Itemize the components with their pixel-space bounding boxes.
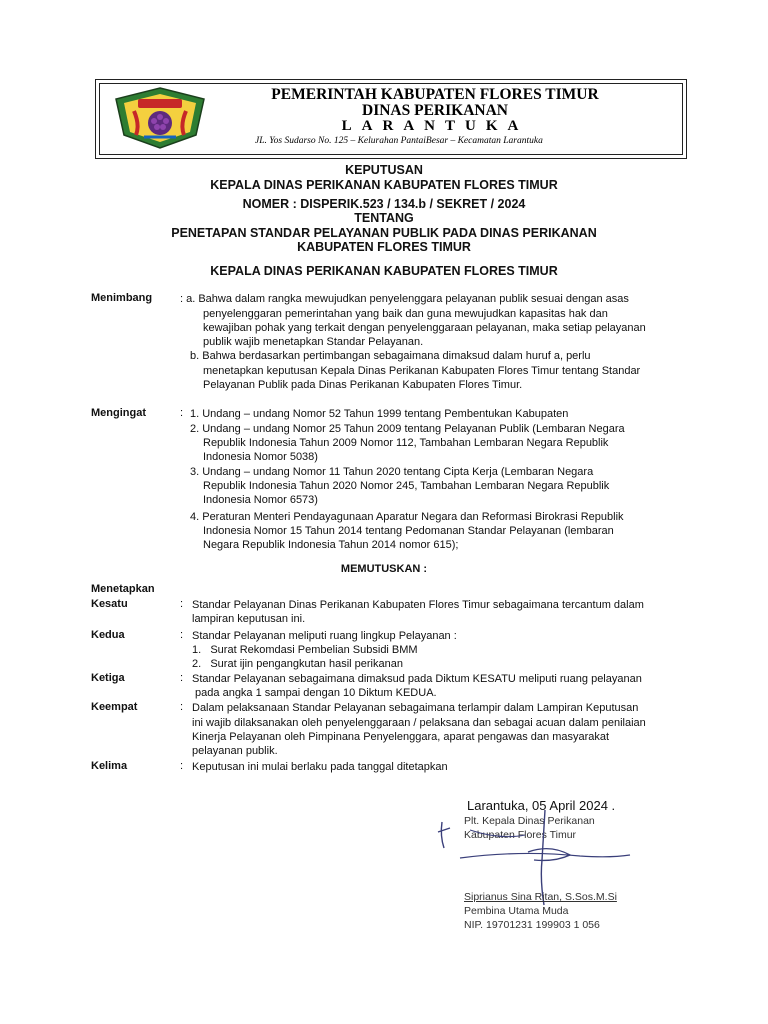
menimbang-b-line: b. Bahwa berdasarkan pertimbangan sebagaimana dimaksud dalam huruf a, perlu	[190, 350, 591, 362]
mengingat-item: 1. Undang – undang Nomor 52 Tahun 1999 tentang Pembentukan Kabupaten	[190, 408, 569, 420]
decision-title: KEPUTUSAN	[345, 163, 423, 177]
mengingat-label: Mengingat	[91, 407, 146, 419]
menimbang-a-line: publik wajib menetapkan Standar Pelayanan.	[203, 336, 424, 348]
ketiga-text: pada angka 1 sampai dengan 10 Diktum KEDUA.	[192, 687, 437, 699]
letterhead-city: LARANTUKA	[341, 118, 529, 134]
keempat-text: pelayanan publik.	[192, 745, 278, 757]
keempat-colon: :	[180, 701, 184, 713]
mengingat-item: Republik Indonesia Tahun 2009 Nomor 112, Tambahan Lembaran Negara Republik	[203, 437, 609, 449]
kelima-text: Keputusan ini mulai berlaku pada tanggal ditetapkan	[192, 761, 448, 773]
mengingat-item: Republik Indonesia Tahun 2020 Nomor 245, Tambahan Lembaran Negara Republik	[203, 480, 610, 492]
menimbang-a-line: : a. Bahwa dalam rangka mewujudkan penyelenggara pelayanan publik sesuai dengan asas	[180, 293, 629, 305]
keempat-text: Kinerja Pelayanan oleh Pimpinana Penyelenggara, aparat pengawas dan masyarakat	[192, 731, 610, 743]
kedua-colon: :	[180, 629, 184, 641]
signatory-name: Siprianus Sina Ritan, S.Sos.M.Si	[464, 891, 617, 903]
kesatu-colon: :	[180, 598, 184, 610]
regency-emblem-icon	[110, 85, 210, 151]
signatory-rank: Pembina Utama Muda	[464, 905, 569, 917]
decision-about-label: TENTANG	[354, 211, 414, 225]
kelima-label: Kelima	[91, 760, 128, 772]
kedua-intro: Standar Pelayanan meliputi ruang lingkup Pelayanan :	[192, 630, 457, 642]
memutuskan-heading: MEMUTUSKAN :	[340, 563, 428, 575]
kedua-item: 2. Surat ijin pengangkutan hasil perikanan	[192, 658, 403, 670]
keempat-text: ini wajib dilaksanakan oleh penyelenggaraan / pelaksana dan sebagai acuan dalam penilaian	[192, 717, 646, 729]
mengingat-item: Negara Republik Indonesia Tahun 2014 nomor 615);	[203, 539, 459, 551]
ketiga-label: Ketiga	[91, 672, 125, 684]
mengingat-item: Indonesia Nomor 6573)	[203, 494, 318, 506]
signature-title-line1: Plt. Kepala Dinas Perikanan	[464, 815, 595, 827]
mengingat-item: Indonesia Nomor 15 Tahun 2014 tentang Pedomanan Standar Pelayanan (lembaran	[203, 525, 614, 537]
mengingat-item: Indonesia Nomor 5038)	[203, 451, 318, 463]
menimbang-b-line: Pelayanan Publik pada Dinas Perikanan Kabupaten Flores Timur.	[203, 379, 523, 391]
kesatu-text: lampiran keputusan ini.	[192, 613, 306, 625]
ketiga-text: Standar Pelayanan sebagaimana dimaksud pada Diktum KESATU meliputi ruang pelayanan	[192, 673, 642, 685]
signature-title-line2: Kabupaten Flores Timur	[464, 829, 577, 841]
keempat-label: Keempat	[91, 701, 138, 713]
keempat-text: Dalam pelaksanaan Standar Pelayanan sebagaimana terlampir dalam Lampiran Keputusan	[192, 702, 639, 714]
decision-subject-line2: KABUPATEN FLORES TIMUR	[297, 240, 471, 254]
letterhead-government: PEMERINTAH KABUPATEN FLORES TIMUR	[271, 86, 599, 103]
kedua-label: Kedua	[91, 629, 125, 641]
menimbang-a-line: penyelenggaran pemerintahan yang baik dan guna mewujudkan kapasitas hak dan	[203, 308, 608, 320]
menetapkan-label: Menetapkan	[91, 583, 155, 595]
decision-subject-line1: PENETAPAN STANDAR PELAYANAN PUBLIK PADA DINAS PERIKANAN	[171, 226, 597, 240]
mengingat-item: 4. Peraturan Menteri Pendayagunaan Aparatur Negara dan Reformasi Birokrasi Republik	[190, 511, 624, 523]
mengingat-item: 3. Undang – undang Nomor 11 Tahun 2020 tentang Cipta Kerja (Lembaran Negara	[190, 466, 594, 478]
ketiga-colon: :	[180, 672, 184, 684]
mengingat-colon: :	[180, 407, 184, 419]
letterhead-address: JL. Yos Sudarso No. 125 – Kelurahan PantaiBesar – Kecamatan Larantuka	[255, 136, 543, 146]
menimbang-label: Menimbang	[91, 292, 153, 304]
mengingat-item: 2. Undang – undang Nomor 25 Tahun 2009 tentang Pelayanan Publik (Lembaran Negara	[190, 423, 625, 435]
decision-heading: KEPALA DINAS PERIKANAN KABUPATEN FLORES TIMUR	[210, 264, 558, 278]
signature-place-date: Larantuka, 05 April 2024 .	[467, 798, 616, 813]
letterhead-department: DINAS PERIKANAN	[362, 102, 508, 119]
signatory-nip: NIP. 19701231 199903 1 056	[464, 919, 600, 931]
menimbang-b-line: menetapkan keputusan Kepala Dinas Perikanan Kabupaten Flores Timur tentang Standar	[203, 365, 641, 377]
decision-issuer: KEPALA DINAS PERIKANAN KABUPATEN FLORES TIMUR	[210, 178, 558, 192]
menimbang-a-line: kewajiban pohak yang terkait dengan penyelenggaraan pelayanan, maka setiap pelayanan	[203, 322, 646, 334]
kelima-colon: :	[180, 760, 184, 772]
kedua-item: 1. Surat Rekomdasi Pembelian Subsidi BMM	[192, 644, 418, 656]
decision-number: NOMER : DISPERIK.523 / 134.b / SEKRET / 2024	[242, 197, 526, 211]
kesatu-text: Standar Pelayanan Dinas Perikanan Kabupaten Flores Timur sebagaimana tercantum dalam	[192, 599, 644, 611]
kesatu-label: Kesatu	[91, 598, 128, 610]
